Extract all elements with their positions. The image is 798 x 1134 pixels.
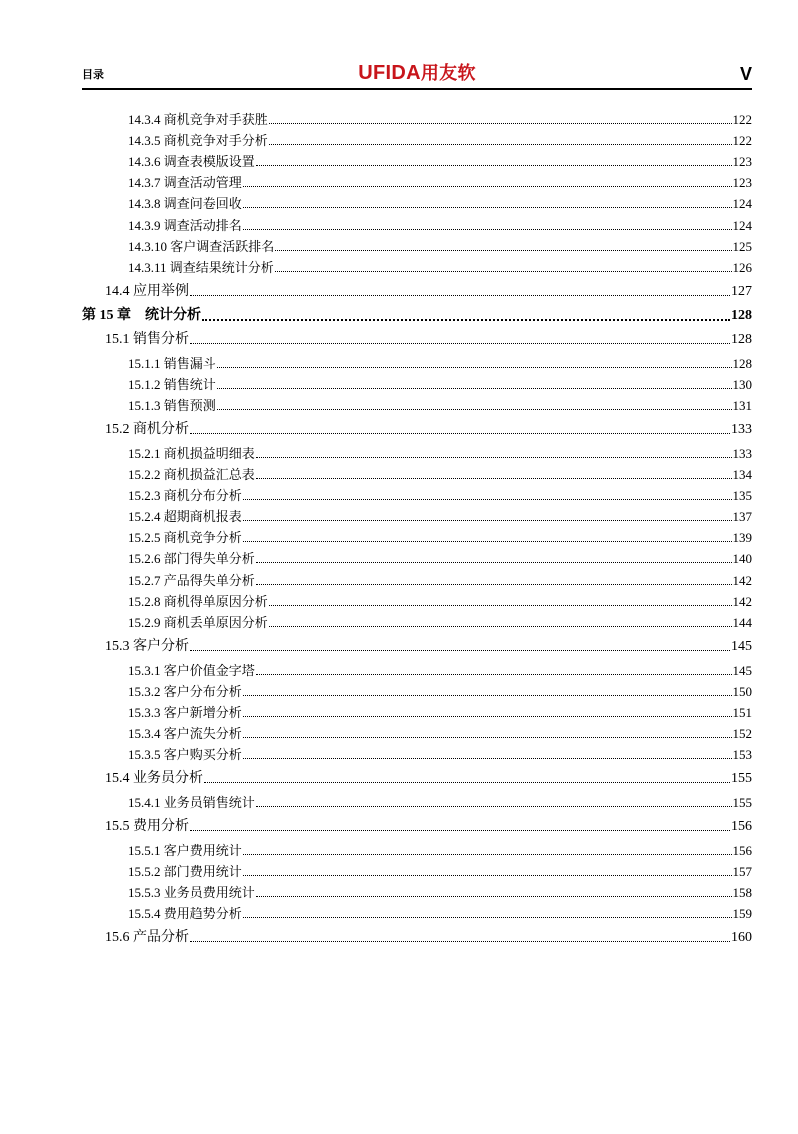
toc-entry-title: 15.2.1 商机损益明细表 [128, 445, 255, 461]
toc-entry-title: 15.2.6 部门得失单分析 [128, 551, 255, 567]
toc-subsection-entry[interactable] [82, 192, 752, 212]
toc-entry-page: 142 [732, 572, 752, 588]
toc-subsection-entry[interactable] [82, 505, 752, 525]
toc-subsection-entry[interactable] [82, 611, 752, 631]
toc-entry-title: 15.3.5 客户购买分析 [128, 747, 242, 763]
toc-entry-title: 14.3.4 商机竞争对手获胜 [128, 112, 268, 127]
dot-leader [256, 478, 732, 479]
toc-entry-page: 157 [732, 864, 752, 880]
toc-entry-title: 15.3 客户分析 [105, 638, 189, 654]
dot-leader [256, 584, 732, 585]
toc-subsection-entry[interactable] [82, 526, 752, 546]
toc-entry-title: 15.5.1 客户费用统计 [128, 843, 242, 859]
dot-leader [190, 295, 730, 296]
toc-entry-page: 156 [731, 819, 752, 835]
toc-subsection-entry[interactable] [82, 394, 752, 414]
page-number-roman: V [739, 64, 752, 84]
toc-entry-page: 128 [732, 355, 752, 371]
toc-subsection-entry[interactable] [82, 108, 752, 128]
toc-entry-page: 137 [732, 509, 752, 525]
toc-entry-page: 155 [731, 771, 752, 787]
toc-subsection-entry[interactable] [82, 256, 752, 276]
toc-subsection-entry[interactable] [82, 722, 752, 742]
toc-entry-page: 128 [731, 331, 752, 347]
toc-entry-page: 122 [732, 133, 752, 149]
logo-latin-text: UFIDA [358, 62, 421, 84]
toc-subsection-entry[interactable] [82, 129, 752, 149]
toc-subsection-entry[interactable] [82, 214, 752, 234]
toc-entry-page: 158 [732, 885, 752, 901]
ufida-logo [82, 59, 752, 85]
toc-subsection-entry[interactable] [82, 484, 752, 504]
dot-leader [243, 758, 732, 759]
dot-leader [243, 229, 732, 230]
toc-subsection-entry[interactable] [82, 839, 752, 859]
toc-entry-title: 15.2.8 商机得单原因分析 [128, 593, 268, 609]
toc-entry-page: 145 [732, 662, 752, 678]
toc-entry-title: 15.4 业务员分析 [105, 771, 203, 787]
toc-entry-page: 142 [732, 593, 752, 609]
toc-entry-title: 14.3.9 调查活动排名 [128, 217, 242, 233]
toc-entry-title: 15.1 销售分析 [105, 331, 189, 347]
toc-entry-title: 15.3.2 客户分布分析 [128, 683, 242, 699]
toc-entry-title: 15.2.9 商机丢单原因分析 [128, 614, 268, 630]
dot-leader [269, 605, 732, 606]
toc-entry-page: 160 [731, 930, 752, 946]
dot-leader [275, 250, 731, 251]
toc-entry-title: 14.4 应用举例 [105, 283, 189, 299]
dot-leader [269, 123, 732, 124]
dot-leader [275, 271, 732, 272]
page-header [82, 60, 752, 90]
toc-entry-title: 14.3.5 商机竞争对手分析 [128, 133, 268, 149]
toc-section-entry[interactable] [82, 767, 752, 787]
dot-leader [243, 541, 732, 542]
toc-entry-title: 第 15 章 统计分析 [82, 307, 201, 323]
toc-entry-page: 145 [731, 638, 752, 654]
toc-entry-page: 140 [732, 551, 752, 567]
toc-chapter-entry[interactable] [82, 304, 752, 324]
toc-subsection-entry[interactable] [82, 743, 752, 763]
toc-section-entry[interactable] [82, 328, 752, 348]
toc-entry-page: 159 [732, 906, 752, 922]
toc-entry-page: 131 [732, 397, 752, 413]
toc-entry-page: 133 [732, 445, 752, 461]
toc-entry-page: 133 [731, 421, 752, 437]
toc-entry-page: 124 [732, 196, 752, 212]
toc-subsection-entry[interactable] [82, 569, 752, 589]
toc-entry-page: 152 [732, 726, 752, 741]
toc-subsection-entry[interactable] [82, 442, 752, 462]
dot-leader [243, 499, 732, 500]
dot-leader [243, 875, 732, 876]
dot-leader [256, 896, 732, 897]
dot-leader [190, 941, 730, 942]
toc-subsection-entry[interactable] [82, 373, 752, 393]
dot-leader [256, 165, 732, 166]
toc-subsection-entry[interactable] [82, 463, 752, 483]
dot-leader [256, 457, 732, 458]
toc-entry-page: 155 [732, 795, 752, 811]
toc-subsection-entry[interactable] [82, 902, 752, 922]
toc-entry-title: 15.2.4 超期商机报表 [128, 509, 242, 525]
dot-leader [217, 367, 732, 368]
toc-section-entry[interactable] [82, 926, 752, 946]
dot-leader [190, 830, 730, 831]
toc-entry-page: 122 [732, 112, 752, 127]
dot-leader [217, 409, 732, 410]
toc-entry-page: 127 [731, 283, 752, 299]
toc-entry-page: 144 [732, 614, 752, 630]
toc-entry-title: 15.5.3 业务员费用统计 [128, 885, 255, 901]
toc-subsection-entry[interactable] [82, 235, 752, 255]
toc-subsection-entry[interactable] [82, 881, 752, 901]
toc-entry-page: 130 [732, 376, 752, 392]
toc-entry-page: 126 [732, 259, 752, 275]
dot-leader [204, 782, 730, 783]
toc-entry-title: 14.3.8 调查问卷回收 [128, 196, 242, 212]
toc-entry-title: 15.5.2 部门费用统计 [128, 864, 242, 880]
toc-entry-title: 15.1.1 销售漏斗 [128, 355, 216, 371]
toc-entry-title: 15.6 产品分析 [105, 930, 189, 946]
toc-entry-title: 15.2.5 商机竞争分析 [128, 530, 242, 546]
toc-subsection-entry[interactable] [82, 150, 752, 170]
toc-entry-title: 15.3.1 客户价值金字塔 [128, 662, 255, 678]
dot-leader [256, 806, 732, 807]
toc-entry-title: 15.2 商机分析 [105, 421, 189, 437]
toc-entry-title: 15.3.4 客户流失分析 [128, 726, 242, 741]
toc-subsection-entry[interactable] [82, 352, 752, 372]
dot-leader [202, 319, 730, 321]
toc-entry-page: 150 [732, 683, 752, 699]
toc-entry-page: 139 [732, 530, 752, 546]
dot-leader [190, 433, 730, 434]
dot-leader [243, 917, 732, 918]
dot-leader [256, 674, 732, 675]
dot-leader [243, 207, 732, 208]
toc-subsection-entry[interactable] [82, 680, 752, 700]
toc-entry-title: 15.4.1 业务员销售统计 [128, 795, 255, 811]
toc-subsection-entry[interactable] [82, 791, 752, 811]
toc-entry-title: 15.3.3 客户新增分析 [128, 704, 242, 720]
toc-entry-page: 125 [732, 238, 752, 254]
dot-leader [243, 695, 732, 696]
toc-entry-title: 14.3.11 调查结果统计分析 [128, 259, 274, 275]
dot-leader [243, 520, 732, 521]
toc-subsection-entry[interactable] [82, 701, 752, 721]
toc-entry-title: 15.5 费用分析 [105, 819, 189, 835]
toc-section-entry[interactable] [82, 635, 752, 655]
toc-entry-title: 15.2.3 商机分布分析 [128, 488, 242, 504]
toc-entry-title: 14.3.10 客户调查活跃排名 [128, 238, 275, 254]
toc-entry-title: 15.5.4 费用趋势分析 [128, 906, 242, 922]
toc-subsection-entry[interactable] [82, 547, 752, 567]
toc-entry-page: 123 [732, 175, 752, 191]
dot-leader [190, 650, 730, 651]
toc-subsection-entry[interactable] [82, 590, 752, 610]
toc-entry-page: 123 [732, 154, 752, 170]
toc-entry-page: 128 [731, 307, 752, 323]
logo-chinese-text: 用友软 [420, 63, 476, 84]
toc-entry-page: 151 [732, 704, 752, 720]
section-label: 目录 [82, 68, 104, 81]
toc-section-entry[interactable] [82, 418, 752, 438]
toc-entry-title: 15.2.2 商机损益汇总表 [128, 467, 255, 482]
dot-leader [243, 186, 732, 187]
dot-leader [269, 144, 732, 145]
toc-subsection-entry[interactable] [82, 659, 752, 679]
dot-leader [269, 626, 732, 627]
dot-leader [243, 716, 732, 717]
dot-leader [217, 388, 732, 389]
toc-entry-title: 15.2.7 产品得失单分析 [128, 572, 255, 588]
toc-entry-title: 15.1.3 销售预测 [128, 397, 216, 413]
toc-entry-page: 124 [732, 217, 752, 233]
toc-entry-page: 156 [732, 843, 752, 859]
toc-section-entry[interactable] [82, 280, 752, 300]
toc-entry-title: 15.1.2 销售统计 [128, 376, 216, 392]
toc-entry-page: 135 [732, 488, 752, 504]
dot-leader [256, 562, 732, 563]
dot-leader [243, 854, 732, 855]
dot-leader [243, 737, 732, 738]
dot-leader [190, 343, 730, 344]
toc-subsection-entry[interactable] [82, 860, 752, 880]
toc-entry-page: 134 [732, 467, 752, 482]
toc-entry-title: 14.3.6 调查表模版设置 [128, 154, 255, 170]
toc-entry-page: 153 [732, 747, 752, 763]
toc-subsection-entry[interactable] [82, 171, 752, 191]
toc-section-entry[interactable] [82, 815, 752, 835]
toc-entry-title: 14.3.7 调查活动管理 [128, 175, 242, 191]
